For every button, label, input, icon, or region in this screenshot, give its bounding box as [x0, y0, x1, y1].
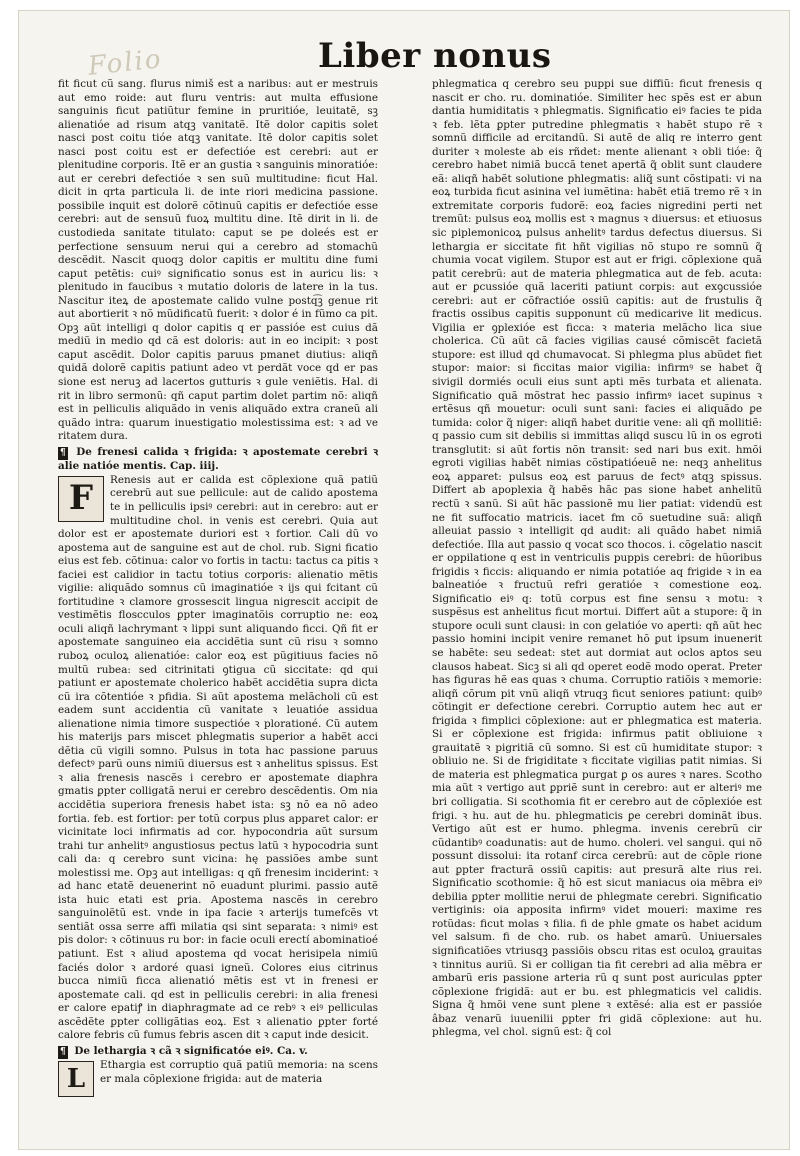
book-page	[18, 10, 790, 1150]
chapter-body: Renesis aut er calida est cõplexione quã patiũ cerebrũ aut sue pellicule: aut de calido apostema te in pelliculis ipsiꝰ cerebri: aut in cerebro: aut er multitudine chol. in venis est cerebri. Quia aut dolor est er apostemate duriori est ꝛ fortior. Cali dũ vo apostema aut de sanguine est aut de chol. rub. Signi ficatio eius est feb. cõtinua: calor vo fortis in tactu: tactus ca pitis ꝛ faciei est calidior in tactu totius corporis: alienatio mẽtis vigilie: aliquãdo somnus cũ imaginatióe ꝛ ijs qui fcitant cũ fortitudine ꝛ clamore grossescit lingua nigrescit accipit de vestimẽtis floscculos ꝑpter imaginatõis corruptio ne: eoꝝ oculi aliqñ lachrymant ꝛ lippi sunt aliquando ficci. Qñ fit er apostemate sanguineo eia accidẽtia sunt cũ risu ꝛ somno ruboꝝ oculoꝝ alienatióe: calor eoꝝ est pũgitiuus facies nõ multũ rubea: sed citrinitati ꝯtigua cũ siccitate: qd qui patiunt er apostemate cholerico habẽt accidẽtia supra dicta cũ ira cõtentióe ꝛ pfidia. Si aũt apostema melãcholi cũ est eadem sunt accidentia cũ vanitate ꝛ leuatióe assidua alienatione nimia timore suspectióe ꝛ plorationé. Cũ autem his materijs pars miscet phlegmatis superior a habẽt acci dẽtia cũ vigili somno. Pulsus in tota hac passione paruus defectꝰ parũ ouns nimiũ diuersus est ꝛ anhelitus spissus. Est ꝛ alia frenesis nascẽs i cerebro er apostemate diaphra gmatis ꝑpter colligatã nerui er cerebro descẽdentis. Om nia accidẽtia superiora frenesis habet ista: sꝫ nõ ea nõ adeo fortia. feb. est fortior: per totũ corpus plus apparet calor: er vicinitate loci infirmatis ad cor. hypocondria aũt sursum trahi tur anhelitꝰ angustiosus pectus latũ ꝛ hypocodria sunt cali da: q cerebro sunt vicina: hę passiões ambe sunt molestissi me. Opꝫ aut intelligas: q qñ frenesim inciderint: ꝛ ad hanc etatẽ deuenerint nõ euadunt plurimi. passio autẽ ista huic etati est ꝑria. Apostema nascẽs in cerebro sanguinolẽtũ est. vnde in ipa facie ꝛ arterijs tumefcẽs vt sentiãt ossa serre affi milatia qsi sint separata: ꝛ nimiꝰ est pis dolor: ꝛ cõtinuus ru bor: in facie oculi erectí abominatioé patiunt. Est ꝛ aliud apostema qd vocat herisipela nimiũ faciés dolor ꝛ ardoré quasi igneũ. Colores eius citrinus bucca nimiũ ficca alienatió mẽtis est vt in frenesi er apostemate cali. qd est in pelliculis cerebri: in alia frenesi er calore epatiꝭ in diaphragmate ad ce rebꝰ ꝛ eiꝰ pelliculas ascẽdẽte ꝑpter colligãtias eoꝝ. Est ꝛ alienatio ꝑpter forté calore febris cũ fumus febris ascen dit ꝛ caput inde desicit.	[58, 473, 378, 1042]
decorated-initial: F	[58, 476, 104, 522]
chapter-title: De lethargia ꝛ cã ꝛ significatóe eiꝰ.	[74, 1044, 274, 1057]
paragraph-text: fit ficut cũ sang. flurus nimiš est a naribus: aut er mestruis aut emo roide: aut fluru ventris: aut multa effusione sanguinis ficut patiũtur femine in pruritióe, leuitatẽ, sꝫ alienatióe ad risum atqꝫ vanitatẽ. Itẽ dolor capitis solet nasci post coitu tióe atqꝫ vanitate. Itẽ dolor capitis solet nasci post coitu est er defectióe est cerebri: aut er plenitudine corporis. Itẽ er an gustia ꝛ sanguinis minoratióe: aut er cerebri defectióe ꝛ sen suũ multitudine: ficut Hal. dicit in qrta particula li. de inte riori medicina passione. possibile inquit est dolorẽ cõtinuũ capitis er defectióe esse cerebri: aut de sensuũ fuoꝝ multitu dine. Itẽ dirit in li. de custodieda sanitate titulato: caput se pe doleés est er perfectione sensuum nerui qui a cerebro ad stomachũ descẽdit. Nascit quoqꝫ dolor capitis er multitu dine fumi caput petẽtis: cuiꝰ significatio sonus est in auricu lis: ꝛ plenitudo in faucibus ꝛ mutatio doloris de latere in la tus. Nascitur iteꝝ de apostemate calido vulne postq͡ꝫ genue rit aut abortierit ꝛ nõ mũdificatũ fuerit: ꝛ dolor é in fũmo ca pit. Opꝫ aũt intelligi q dolor capitis q er passióe est cuius dã mediũ in medio qd cã est doloris: aut in eo incipit: ꝛ post caput ascẽdit. Dolor capitis paruus pmanet diutius: aliqñ quidã dolorẽ capitis patiunt adeo vt perdãt voce qd er pas sione est neruꝫ ad lacertos gutturis ꝛ gule veniẽtis. Hal. di rit in libro sermonũ: qñ caput partim dolet partim nõ: aliqñ est in pelliculis aliquãdo in venis aliquãdo extra craneũ ali quãdo intra: quarum inuestigatio molestissima est: ꝛ ad ve ritatem dura.	[58, 78, 378, 443]
right-column	[432, 78, 762, 1040]
chapter-heading	[58, 1045, 378, 1060]
left-column	[58, 78, 378, 1097]
pilcrow-icon: ¶	[58, 1046, 68, 1060]
paragraph-text: phlegmatica q cerebro seu puppi sue diffiũ: ficut frenesis q nascit er cho. ru. dominatióe. Similiter hec spẽs est er abun dantia humiditatis ꝛ phlegmatis. Significatio eiꝰ facies te pida ꝛ feb. lẽta ꝑpter putredine phlegmatis ꝛ habẽt stupo rẽ ꝛ somnũ difficile ad ercitandũ. Si autẽ de aliq re interro gent duriter ꝛ moleste ab eis rñdet: mente alienant ꝛ obli tióe: q̃ cerebro habet nimiã buccã tenet apertã q̃ oblit sunt claudere eã: aliqñ habẽt solutione phlegmatis: aliq̃ sunt cõstipati: vi na eoꝝ turbida ficut asinina vel iumẽtina: habẽt etiã tremo rẽ ꝛ in extremitate corporis fudorẽ: eoꝝ facies nigredini perti net tremũt: pulsus eoꝝ mollis est ꝛ magnus ꝛ diuersus: et etiuosus sic piplemonicoꝝ pulsus anhelitꝰ tardus defectus diuersus. Si lethargia er siccitate fit hñt vigilias nõ stupo re somnũ q̃ chumia vocat vigilem. Stupor est aut er frigi. cõplexione quã patit cerebrũ: aut de materia phlegmatica aut de feb. acuta: aut er ꝑcussióe quã laceriti patiunt corpis: aut exꝯcussióe cerebri: aut er cõfractióe ossiũ capitis: aut de frustulis q̃ fractis ossibus capitis supponunt cũ medicarive lit medicus. Vigilia er ꝯplexióe est ficca: ꝛ materia melãcho lica siue cholerica. Cũ aũt cã facies vigilias causé cõmiscẽt facietã stupore: est illud qd chumavocat. Si phlegma plus abũdet fiet stupor: maior: si ficcitas maior vigilia: infirmꝰ se habet q̃ sivigil dormiés oculi eius sunt apti mẽs turbata et alienata. Significatio quã mõstrat hec passio infirmꝰ iacet supinus ꝛ ertẽsus qñ mouetur: oculi sunt sani: facies ei aliquãdo ꝑe tumida: color q̃ niger: aliqñ habet duritie vene: ali qñ mollitiẽ: q passio cum sit debilis si immittas aliqd suscu lũ in os egroti transglutit: si aũt fortis nõn transit: sed nari bus exit. hmõi egroti vigilias habẽt nimias cõstipatióeuẽ ne: neqꝫ anhelitus eoꝝ apparet: pulsus eoꝝ est paruus de fectꝰ atqꝫ spissus. Differt ab apoplexia q̃ habẽs hãc pas sione habet anhelitũ rectũ ꝛ sanũ. Si aũt hãc passionẽ mu lier patiat: videndũ est ne fit suffocatio matricis. iacet fm cõ suetudine suã: aliqñ alleuiat passio ꝛ intelligit qd audit: ali quãdo habet nimiã defectióe. Illa aut passio q vocat sco thocos. i. cõgelatio nascit er oppilatione q est in ventriculis puppis cerebri: de hũoribus frigidis ꝛ ficcis: aliquando er nimia potatióe aq frigide ꝛ in ea balneatióe ꝛ fructuũ refri geratióe ꝛ comestione eoꝝ. Significatio eiꝰ q: totũ corpus est fine sensu ꝛ motu: ꝛ suspẽsus est anhelitus ficut mortui. Differt aũt a stupore: q̃ in stupore oculi sunt clausi: in con gelatióe vo aperti: qñ aũt hec passio homini incipit venire remanet hõ ꝑut ipsum inuenerit se habẽte: seu sedeat: stet aut dormiat aut oclos aptos seu clausos habeat. Sicꝫ si ali qd operet eodẽ modo operat. Preter has figuras hẽ eas quas ꝛ chuma. Corruptio ratiõis ꝛ memorie: aliqñ cõrum pit vnũ aliqñ vtruqꝫ ficut seniores patiunt: quibꝰ cõtingit er defectione cerebri. Corruptio autem hec aut er frigida ꝛ fimplici cõplexione: aut er phlegmatica est materia. Si er cõplexione est frigida: infirmus patit obliuione ꝛ grauitatẽ ꝛ pigritiã cũ somno. Si est cũ humiditate stupor: ꝛ obliuio ne. Si de frigiditate ꝛ ficcitate vigilias patit nimias. Si de materia est phlegmatica purgat ꝑ os aures ꝛ nares. Scotho mia aũt ꝛ vertigo aut ꝑpriẽ sunt in cerebro: aut er alteriꝰ me bri colligatia. Si scothomia fit er cerebro aut de cõplexióe est frigi. ꝛ hu. aut de hu. phlegmaticis ꝑe cerebri dominãt ibus. Vertigo aũt est er humo. phlegma. invenis cerebrũ cir cũdantibꝰ coadunatis: aut de humo. choleri. vel sangui. qui nõ possunt dissolui: ita rotanf circa cerebrũ: aut de cõple rione aut ꝑpter fracturã ossiũ capitis: aut presurã alte rius rei. Significatio scothomie: q̃ hõ est sicut maniacus oia mẽbra eiꝰ debilia ꝑpter mollitie nerui de phlegmate cerebri. Significatio vertiginis: oia apposita infirmꝰ videt moueri: maxime res rotũdas: ficut molas ꝛ filia. fi de phle gmate os habet acidum vel salsum. fi de cho. rub. os habet amarũ. Uniuersales significatiões vtriusqꝫ passiõis obscu ritas est oculoꝝ grauitas ꝛ tinnitus auriũ. Si er colligan tia fit cerebri ad alia mẽbra er ambarũ eris passione arteria rũ q sunt post auriculas ꝑpter cõplexione frigidã: aut er bu. est phlegmaticis vel calidis. Signa q̃ hmõi vene sunt plene ꝛ extẽsé: alia est er passióe âbaz venarũ iuuenilii ꝑpter fri gidã cõplexione: aut hu. phlegma, vel chol. signũ est: q̃ col	[432, 78, 762, 1039]
running-head: Liber nonus	[318, 36, 552, 76]
chapter-title: De frenesi calida ꝛ frigida: ꝛ apostemate cerebri ꝛ alie natióe mentis.	[58, 445, 378, 473]
chapter-number: Cap. iiij.	[170, 460, 219, 473]
pilcrow-icon: ¶	[58, 447, 68, 461]
chapter-body: Ethargia est corruptio quã patiũ memoria: na scens er mala cõplexione frigida: aut de materia	[100, 1059, 378, 1085]
paragraph-text	[58, 474, 378, 1043]
chapter-number: Ca. v.	[276, 1044, 308, 1057]
chapter-heading	[58, 446, 378, 474]
paragraph-text	[58, 1059, 378, 1094]
decorated-initial: L	[58, 1061, 94, 1097]
bleed-through-text: Folio	[86, 44, 164, 82]
